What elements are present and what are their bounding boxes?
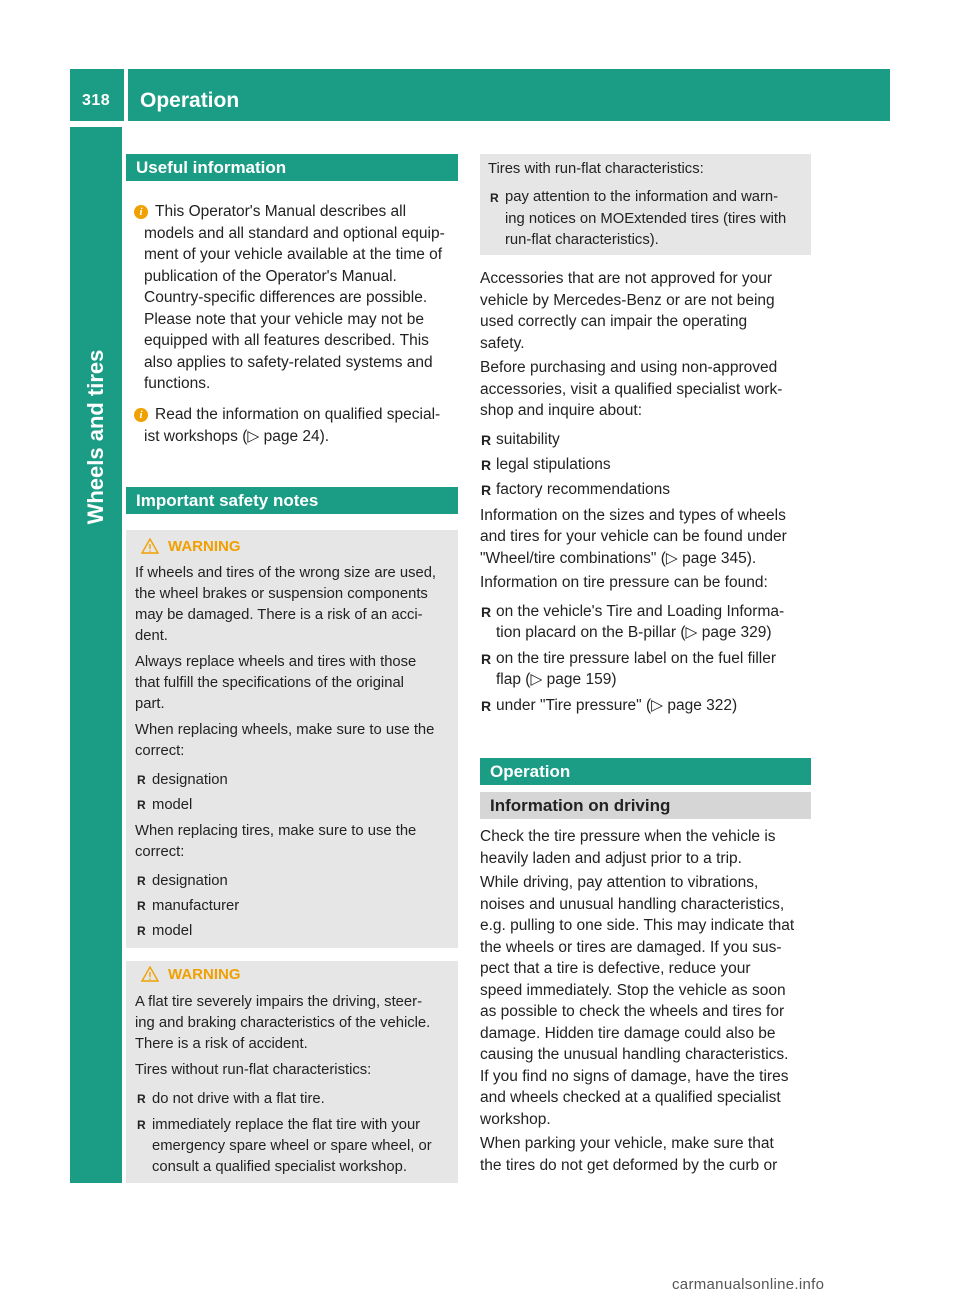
warning-list-item: model <box>152 923 193 939</box>
body-text-line: and tires for your vehicle can be found under <box>480 528 787 545</box>
body-text-line: safety. <box>480 334 525 352</box>
info-icon: i <box>134 408 148 422</box>
warning-text-line: Always replace wheels and tires with those <box>135 654 417 670</box>
warning-text-line: Tires without run-flat characteristics: <box>135 1062 372 1078</box>
bullet-marker: R <box>137 899 146 913</box>
warning-text-line: part. <box>135 696 165 712</box>
warning-list-item: designation <box>152 772 228 788</box>
info-text-line: equipped with all features described. This <box>144 332 429 349</box>
warning-list-item: consult a qualified specialist workshop. <box>152 1159 407 1175</box>
section-important-safety-notes: Important safety notes <box>126 487 458 514</box>
body-text-line: Accessories that are not approved for your <box>480 270 773 287</box>
bullet-marker: R <box>490 191 499 205</box>
warning-text-line: If wheels and tires of the wrong size are used, <box>135 565 437 581</box>
warning-text-line: correct: <box>135 743 185 759</box>
bullet-marker: R <box>481 431 492 448</box>
list-item: suitability <box>496 430 560 448</box>
warning-text-line: A flat tire severely impairs the driving, steer- <box>135 994 423 1010</box>
body-text-line: vehicle by Mercedes-Benz or are not being <box>480 291 775 309</box>
body-text-line: shop and inquire about: <box>480 402 643 419</box>
warning-list-item: do not drive with a flat tire. <box>152 1091 325 1107</box>
warning-triangle-icon <box>141 538 159 554</box>
warning-list-item: emergency spare wheel or spare wheel, or <box>152 1138 432 1154</box>
warning-heading-2: WARNING <box>168 966 241 983</box>
section-useful-information: Useful information <box>126 154 458 181</box>
warning-text-line: correct: <box>135 844 185 860</box>
body-text-line: When parking your vehicle, make sure that <box>480 1135 774 1152</box>
runflat-heading: Tires with run-flat characteristics: <box>488 161 704 177</box>
bullet-marker: R <box>481 697 492 714</box>
body-text-line: heavily laden and adjust prior to a trip. <box>480 849 742 867</box>
warning-text-line: ing and braking characteristics of the vehicle. <box>135 1015 431 1031</box>
list-item: under "Tire pressure" (▷ page 322) <box>496 696 738 714</box>
page-number: 318 <box>82 92 111 109</box>
body-text-line: If you find no signs of damage, have the tires <box>480 1067 789 1085</box>
bullet-marker: R <box>481 650 492 667</box>
body-text-line: pect that a tire is defective, reduce your <box>480 960 751 977</box>
side-tab-label: Wheels and tires <box>83 349 108 525</box>
body-text-line: e.g. pulling to one side. This may indicate that <box>480 917 795 934</box>
warning-heading-1: WARNING <box>168 538 241 555</box>
bullet-marker: R <box>137 773 146 787</box>
body-text-line: as possible to check the wheels and tires for <box>480 1003 785 1020</box>
info-text-line: also applies to safety-related systems and <box>144 353 433 371</box>
subsection-information-on-driving: Information on driving <box>480 792 811 819</box>
list-item: factory recommendations <box>496 480 671 498</box>
header-divider <box>124 69 128 121</box>
warning-text-line: the wheel brakes or suspension components <box>135 586 428 602</box>
info-text-line: models and all standard and optional equip- <box>144 224 445 242</box>
list-item: flap (▷ page 159) <box>496 671 617 688</box>
bullet-marker: R <box>481 481 492 498</box>
warning-text-line: When replacing wheels, make sure to use the <box>135 722 435 738</box>
side-tab-label-wrap <box>70 127 122 747</box>
info-icon: i <box>134 205 148 219</box>
warning-list-item: manufacturer <box>152 898 240 914</box>
body-text-line: causing the unusual handling characteristics. <box>480 1046 789 1063</box>
list-item: legal stipulations <box>496 455 611 473</box>
runflat-list-item: pay attention to the information and warn- <box>505 189 779 205</box>
body-text-line: damage. Hidden tire damage could also be <box>480 1024 776 1042</box>
info-text-line: ist workshops (▷ page 24). <box>144 427 330 445</box>
runflat-list-item: run-flat characteristics). <box>505 232 659 248</box>
info-text-line: Read the information on qualified special- <box>155 406 441 423</box>
info-text-line: publication of the Operator's Manual. <box>144 267 397 285</box>
info-text-line: Country-specific differences are possible. <box>144 289 428 306</box>
list-item: on the vehicle's Tire and Loading Informa- <box>496 602 785 620</box>
body-text-line: Check the tire pressure when the vehicle is <box>480 828 776 845</box>
warning-list-item: model <box>152 797 193 813</box>
warning-text-line: that fulfill the specifications of the original <box>135 675 404 691</box>
info-text-line: ment of your vehicle available at the time of <box>144 246 443 263</box>
body-text-line: used correctly can impair the operating <box>480 313 748 330</box>
body-text-line: Information on the sizes and types of wheels <box>480 506 786 524</box>
warning-text-line: dent. <box>135 628 168 644</box>
body-text-line: Before purchasing and using non-approved <box>480 359 778 376</box>
warning-list-item: immediately replace the flat tire with your <box>152 1117 421 1133</box>
warning-text-line: When replacing tires, make sure to use the <box>135 823 417 839</box>
warning-text-line: There is a risk of accident. <box>135 1036 308 1052</box>
bullet-marker: R <box>137 1118 146 1132</box>
bullet-marker: R <box>137 874 146 888</box>
bullet-marker: R <box>137 798 146 812</box>
body-text-line: workshop. <box>480 1110 551 1128</box>
warning-triangle-icon <box>141 966 159 982</box>
section-operation: Operation <box>480 758 811 785</box>
info-text-line: This Operator's Manual describes all <box>155 203 407 220</box>
bullet-marker: R <box>481 456 492 473</box>
bullet-marker: R <box>481 603 492 620</box>
body-text-line: noises and unusual handling characteristics, <box>480 895 785 913</box>
body-text-line: and wheels checked at a qualified specialist <box>480 1089 781 1106</box>
body-text-line: While driving, pay attention to vibrations, <box>480 874 759 891</box>
body-text-line: the tires do not get deformed by the curb or <box>480 1156 778 1174</box>
body-text-line: the wheels or tires are damaged. If you sus- <box>480 938 782 956</box>
body-text-line: "Wheel/tire combinations" (▷ page 345). <box>480 549 757 567</box>
list-item: on the tire pressure label on the fuel filler <box>496 649 777 667</box>
info-text-line: Please note that your vehicle may not be <box>144 310 425 328</box>
body-text-line: accessories, visit a qualified specialist work- <box>480 380 783 398</box>
bullet-marker: R <box>137 1092 146 1106</box>
bullet-marker: R <box>137 924 146 938</box>
info-text-line: functions. <box>144 375 211 392</box>
header-title: Operation <box>140 89 240 112</box>
runflat-list-item: ing notices on MOExtended tires (tires with <box>505 210 787 227</box>
list-item: tion placard on the B-pillar (▷ page 329) <box>496 624 772 641</box>
warning-text-line: may be damaged. There is a risk of an acci- <box>135 607 423 623</box>
warning-list-item: designation <box>152 873 228 889</box>
watermark: carmanualsonline.info <box>672 1276 825 1293</box>
body-text-line: Information on tire pressure can be found: <box>480 574 768 591</box>
body-text-line: speed immediately. Stop the vehicle as soon <box>480 981 786 999</box>
